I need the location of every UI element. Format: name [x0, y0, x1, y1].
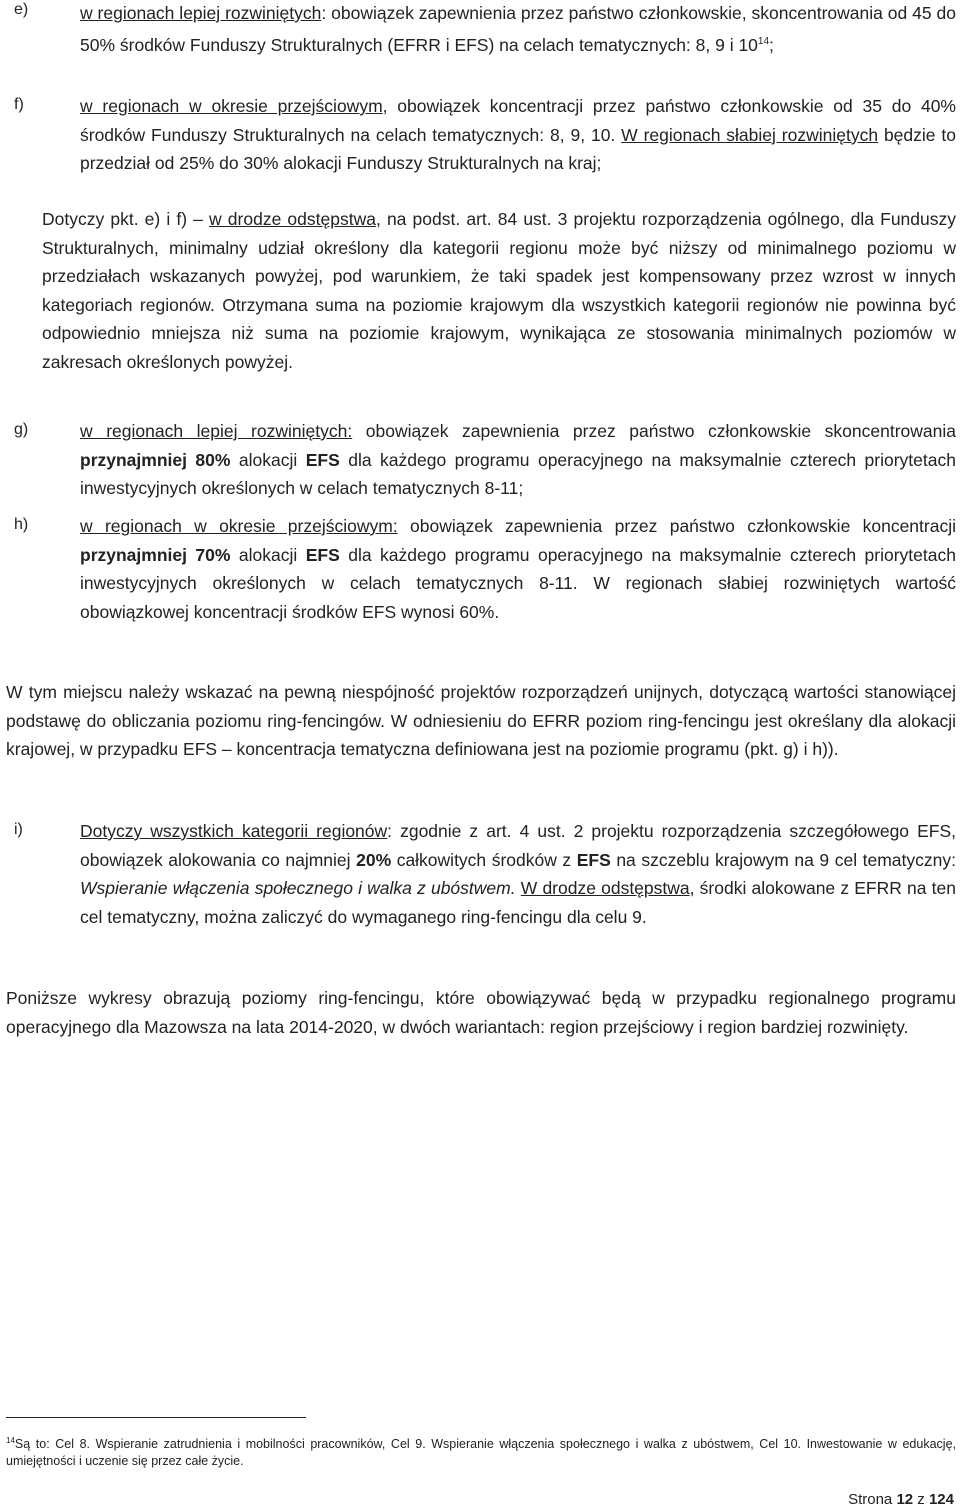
note-ef: Dotyczy pkt. e) i f) – w drodze odstępstwa, na podst. art. 84 ust. 3 projektu rozporządzenia ogólnego, dla Funduszy Strukturalnych, minimalny udział określony dla kategorii regionu może być niższy od minimalnego poziomu w przedziałach wskazanych powyżej, pod warunkiem, że taki spadek jest kompensowany przez wzrost w innych kategoriach regionów. Otrzymana suma na poziomie krajowym dla wszystkich kategorii regionów nie powinna być odpowiednio mniejsza niż suma na poziomie krajowym, wynikająca ze stosowania minimalnych poziomów w zakresach określonych powyżej.	[42, 209, 957, 372]
item-label: h)	[14, 516, 29, 533]
footnote-ref: 14	[757, 35, 770, 47]
item-label: g)	[14, 421, 29, 438]
page-total: 124	[928, 1491, 954, 1508]
item-text: w regionach w okresie przejściowym: obowiązek zapewnienia przez państwo członkowskie koncentracji przynajmniej 70% alokacji EFS dla każdego programu operacyjnego na maksymalnie czterech priorytetach inwestycyjnych określonych w celach tematycznych 8-11. W regionach słabiej rozwiniętych wartość obowiązkowej koncentracji środków EFS wynosi 60%.	[80, 516, 956, 622]
paragraph-inconsistency: W tym miejscu należy wskazać na pewną niespójność projektów rozporządzeń unijnych, dotyczącą wartości stanowiącej podstawę do obliczania poziomu ring-fencingów. W odniesieniu do EFRR poziom ring-fencingu jest określany dla alokacji krajowej, w przypadku EFS – koncentracja tematyczna definiowana jest na poziomie programu (pkt. g) i h)).	[6, 682, 956, 760]
item-heading: w regionach w okresie przejściowym:	[80, 516, 398, 536]
item-subheading: W regionach słabiej rozwiniętych	[621, 124, 879, 145]
footnote-number: 14	[6, 1436, 15, 1445]
item-heading: w regionach lepiej rozwiniętych:	[80, 421, 353, 441]
item-heading: Dotyczy wszystkich kategorii regionów	[80, 821, 388, 841]
paragraph-charts-intro: Poniższe wykresy obrazują poziomy ring-fencingu, które obowiązywać będą w przypadku regionalnego programu operacyjnego dla Mazowsza na lata 2014-2020, w dwóch wariantach: region przejściowy i region bardziej rozwinięty.	[6, 988, 956, 1037]
item-heading: w regionach w okresie przejściowym	[80, 96, 383, 116]
item-label: i)	[14, 821, 23, 838]
item-subheading: W drodze odstępstwa,	[520, 878, 695, 899]
item-text: w regionach lepiej rozwiniętych: obowiązek zapewnienia przez państwo członkowskie skoncentrowania przynajmniej 80% alokacji EFS dla każdego programu operacyjnego na maksymalnie czterech priorytetach inwestycyjnych określonych w celach tematycznych 8-11;	[80, 421, 956, 499]
item-text: w regionach lepiej rozwiniętych: obowiązek zapewnienia przez państwo członkowskie, skoncentrowania od 45 do 50% środków Funduszy Strukturalnych (EFRR i EFS) na celach tematycznych: 8, 9 i $10^{14}$;	[80, 3, 956, 55]
item-text: Dotyczy wszystkich kategorii regionów: zgodnie z art. 4 ust. 2 projektu rozporządzenia szczegółowego EFS, obowiązek alokowania co najmniej 20% całkowitych środków z EFS na szczeblu krajowym na 9 cel tematyczny: Wspieranie włączenia społecznego i walka z ubóstwem. W drodze odstępstwa, środki alokowane z EFRR na ten cel tematyczny, można zaliczyć do wymaganego ring-fencingu dla celu 9.	[80, 821, 956, 927]
item-label: f)	[14, 96, 24, 113]
page-current: 12	[896, 1491, 914, 1508]
item-label: e)	[14, 1, 29, 18]
page-number: Strona 12 z 124	[848, 1491, 954, 1508]
footnote-separator	[6, 1417, 306, 1418]
footnote	[6, 1432, 956, 1470]
footnote-text: Są to: Cel 8. Wspieranie zatrudnienia i mobilności pracowników, Cel 9. Wspieranie włączenia społecznego i walka z ubóstwem, Cel 10. Inwestowanie w edukację, umiejętności i uczenie się przez całe życie.	[6, 1437, 956, 1469]
note-heading: w drodze odstępstwa	[209, 209, 376, 229]
item-text: w regionach w okresie przejściowym, obowiązek koncentracji przez państwo członkowskie od 35 do 40% środków Funduszy Strukturalnych na celach tematycznych: 8, 9, 10. W regionach słabiej rozwiniętych będzie to przedział od 25% do 30% alokacji Funduszy Strukturalnych na kraj;	[80, 96, 956, 174]
item-heading: w regionach lepiej rozwiniętych	[80, 3, 322, 23]
